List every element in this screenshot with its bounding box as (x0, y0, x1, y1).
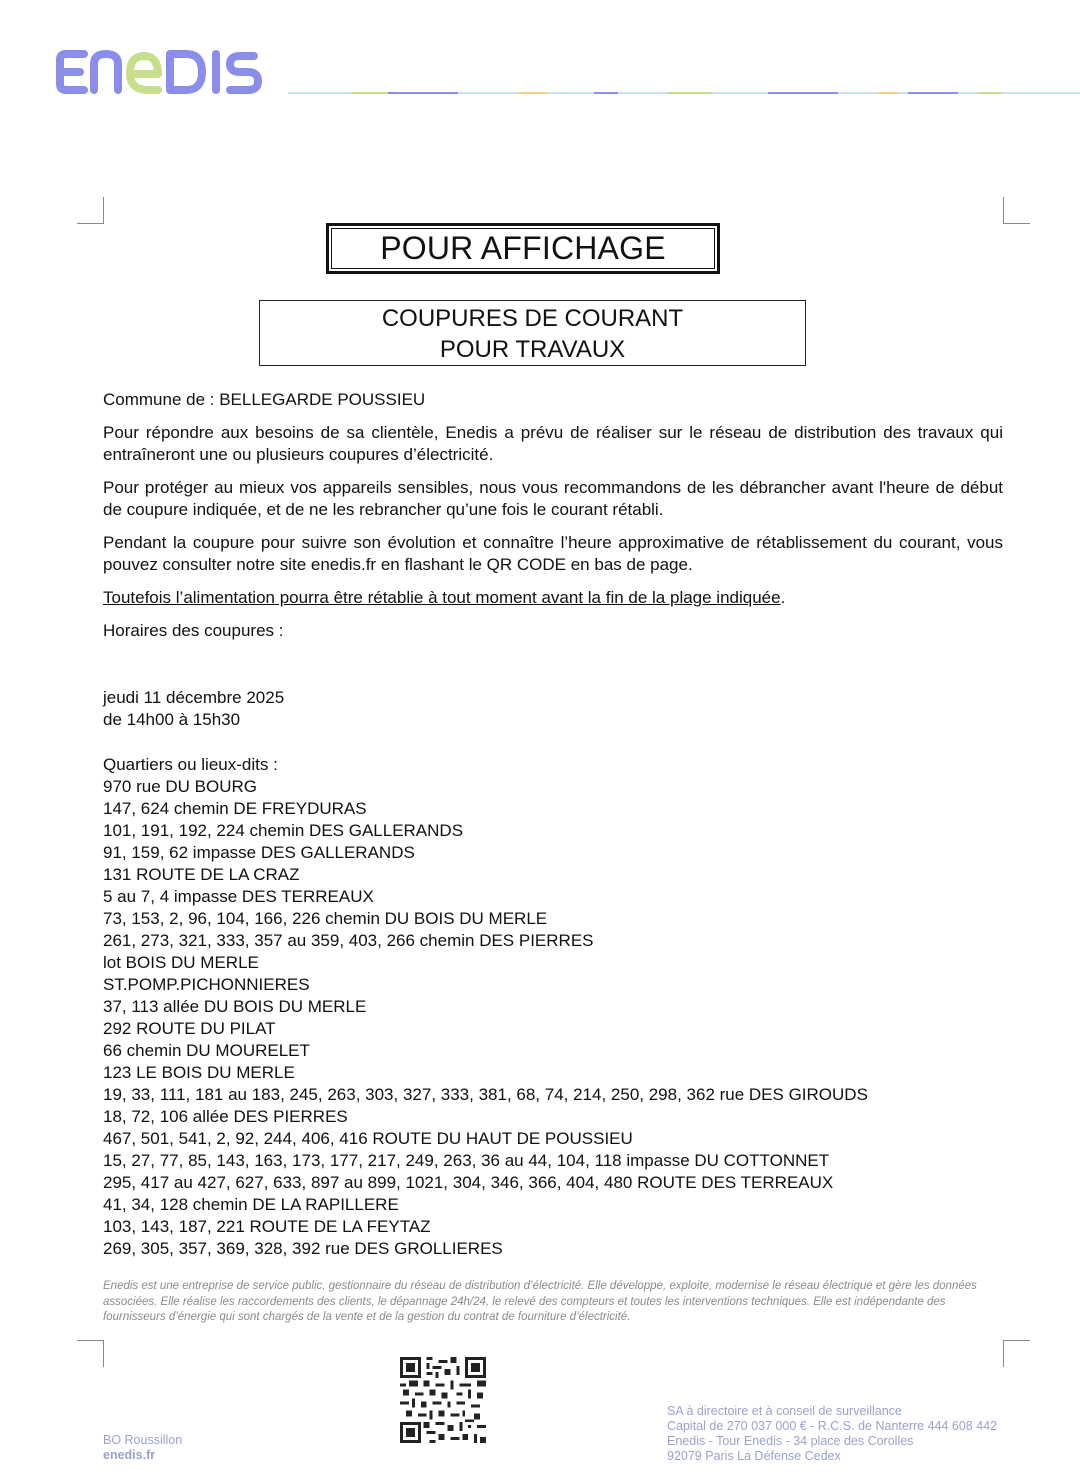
intro-paragraph-1: Pour répondre aux besoins de sa clientèle, Enedis a prévu de réaliser sur le réseau de distribution des travaux qui entraîneront une ou plusieurs coupures d’électricité. (103, 423, 1003, 464)
subtitle-box (259, 300, 806, 366)
schedule-time: de 14h00 à 15h30 (103, 710, 241, 729)
notice-period: . (780, 588, 786, 607)
address-item: 5 au 7, 4 impasse DES TERREAUX (103, 887, 374, 906)
poster-title: POUR AFFICHAGE (331, 228, 715, 269)
legal-line-4: 92079 Paris La Défense Cedex (667, 1449, 841, 1463)
legal-line-2: Capital de 270 037 000 € - R.C.S. de Nanterre 444 608 442 (667, 1419, 998, 1433)
address-item: 103, 143, 187, 221 ROUTE DE LA FEYTAZ (103, 1217, 431, 1236)
website-link[interactable]: enedis.fr (103, 1448, 156, 1462)
address-item: 73, 153, 2, 96, 104, 166, 226 chemin DU BOIS DU MERLE (103, 909, 548, 928)
footer-legal (667, 1404, 997, 1464)
office-name: BO Roussillon (103, 1433, 183, 1447)
legal-line-3: Enedis - Tour Enedis - 34 place des Corolles (667, 1434, 914, 1448)
notice-line (103, 587, 1003, 609)
address-item: 292 ROUTE DU PILAT (103, 1019, 276, 1038)
poster-title-box (326, 223, 720, 274)
quartiers-list (103, 754, 868, 1260)
subtitle-line1: COUPURES DE COURANT (381, 305, 684, 332)
horaires-label: Horaires des coupures : (103, 621, 284, 640)
intro-paragraph-2: Pour protéger au mieux vos appareils sensibles, nous vous recommandons de les débrancher avant l'heure de début de coupure indiquée, et de ne les rebrancher qu’une fois le courant rétabli. (103, 478, 1003, 519)
address-item: 269, 305, 357, 369, 328, 392 rue DES GROLLIERES (103, 1239, 503, 1258)
address-item: 18, 72, 106 allée DES PIERRES (103, 1107, 348, 1126)
address-item: 91, 159, 62 impasse DES GALLERANDS (103, 843, 415, 862)
address-item: 101, 191, 192, 224 chemin DES GALLERANDS (103, 821, 464, 840)
quartiers-label: Quartiers ou lieux-dits : (103, 755, 278, 774)
enedis-logo (54, 46, 284, 98)
address-item: 131 ROUTE DE LA CRAZ (103, 865, 300, 884)
address-item: 970 rue DU BOURG (103, 777, 257, 796)
address-item: ST.POMP.PICHONNIERES (103, 975, 310, 994)
address-item: 123 LE BOIS DU MERLE (103, 1063, 295, 1082)
disclaimer: Enedis est une entreprise de service public, gestionnaire du réseau de distribution d’électricité. Elle développe, exploite, modernise le réseau électrique et gère les données associées. Elle réalise les raccordements des clients, le dépannage 24h/24, le relevé des compteurs et toutes les interventions techniques. Elle est indépendante des fournisseurs d’énergie qui sont chargés de la vente et de la gestion du contrat de fourniture d’électricité. (103, 1280, 977, 1323)
address-item: lot BOIS DU MERLE (103, 953, 259, 972)
intro-section (103, 389, 1003, 653)
legal-line-1: SA à directoire et à conseil de surveillance (667, 1404, 902, 1418)
address-item: 467, 501, 541, 2, 92, 244, 406, 416 ROUTE DU HAUT DE POUSSIEU (103, 1129, 633, 1148)
address-item: 295, 417 au 427, 627, 633, 897 au 899, 1021, 304, 346, 366, 404, 480 ROUTE DES TERREAUX (103, 1173, 834, 1192)
subtitle-line2: POUR TRAVAUX (439, 336, 626, 363)
address-item: 261, 273, 321, 333, 357 au 359, 403, 266 chemin DES PIERRES (103, 931, 594, 950)
address-item: 19, 33, 111, 181 au 183, 245, 263, 303, 327, 333, 381, 68, 74, 214, 250, 298, 362 rue DES GIROUDS (103, 1085, 868, 1104)
footer-office (103, 1433, 182, 1463)
crop-mark-bottom-right (1003, 1340, 1030, 1367)
address-item: 37, 113 allée DU BOIS DU MERLE (103, 997, 367, 1016)
address-item: 147, 624 chemin DE FREYDURAS (103, 799, 367, 818)
address-item: 15, 27, 77, 85, 143, 163, 173, 177, 217, 249, 263, 36 au 44, 104, 118 impasse DU COTTONNET (103, 1151, 830, 1170)
schedule-date: jeudi 11 décembre 2025 (103, 688, 285, 707)
intro-paragraph-3: Pendant la coupure pour suivre son évolution et connaître l’heure approximative de rétablissement du courant, vous pouvez consulter notre site enedis.fr en flashant le QR CODE en bas de page. (103, 533, 1003, 574)
notice-text: Toutefois l’alimentation pourra être rétablie à tout moment avant la fin de la plage indiquée (103, 588, 781, 607)
address-item: 66 chemin DU MOURELET (103, 1041, 310, 1060)
commune-line: Commune de : BELLEGARDE POUSSIEU (103, 390, 426, 409)
header-rule (288, 91, 1080, 95)
crop-mark-top-left (77, 197, 104, 224)
crop-mark-bottom-left (77, 1340, 104, 1367)
schedule (103, 687, 284, 731)
address-item: 41, 34, 128 chemin DE LA RAPILLERE (103, 1195, 399, 1214)
qr-code[interactable] (400, 1357, 486, 1443)
crop-mark-top-right (1003, 197, 1030, 224)
